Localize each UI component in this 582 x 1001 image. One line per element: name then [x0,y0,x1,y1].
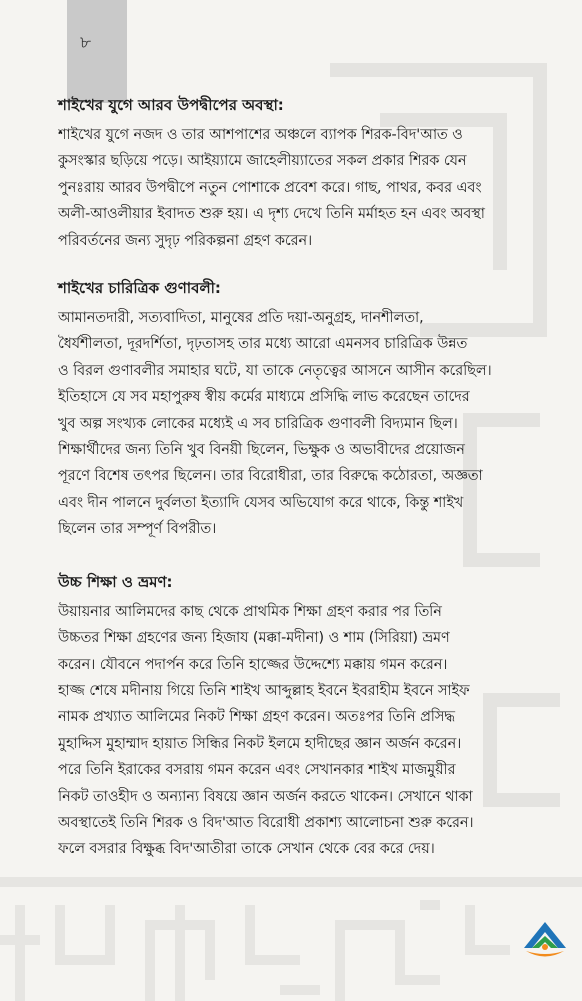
text-line: মুহাদ্দিস মুহাম্মাদ হায়াত সিন্ধির নিকট ইলমে হাদীছের জ্ঞান অর্জন করেন। [58,735,462,752]
section-character-traits [58,275,556,543]
text-line: আমানতদারী, সত্যবাদিতা, মানুষের প্রতি দয়া-অনুগ্রহ, দানশীলতা, [58,310,424,327]
text-line: খুব অল্প সংখ্যক লোকের মধ্যেই এ সব চারিত্রিক গুণাবলী বিদ্যমান ছিল। [58,415,458,432]
text-line: উচ্চতর শিক্ষা গ্রহণের জন্য হিজায (মক্কা-মদীনা) ও শাম (সিরিয়া) ভ্রমণ [58,630,450,647]
text-line: ইতিহাসে যে সব মহাপুরুষ স্বীয় কর্মের মাধ্যমে প্রসিদ্ধি লাভ করেছেন তাদের [58,389,470,406]
paragraph [58,122,556,254]
text-line: পরিবর্তনের জন্য সুদৃঢ় পরিকল্পনা গ্রহণ করেন। [58,232,313,249]
text-line: ধৈর্যশীলতা, দূরদর্শিতা, দৃঢ়তাসহ তার মধ্যে আরো এমনসব চারিত্রিক উন্নত [58,336,468,353]
section-heading: শাইখের যুগে আরব উপদ্বীপের অবস্থা: [58,96,284,114]
section-arab-peninsula [58,92,556,254]
text-line: শাইখের যুগে নজদ ও তার আশপাশের অঞ্চলে ব্যাপক শিরক-বিদ'আত ও [58,127,463,143]
text-line: হাজ্জ শেষে মদীনায় গিয়ে তিনি শাইখ আব্দুল্লাহ ইবনে ইবরাহীম ইবনে সাইফ [58,682,470,699]
paragraph [58,599,556,863]
text-line: কুসংস্কার ছড়িয়ে পড়ে। আইয়্যামে জাহেলীয়্যাতের সকল প্রকার শিরক যেন [58,153,467,170]
text-line: অলী-আওলীয়ার ইবাদত শুরু হয়। এ দৃশ্য দেখে তিনি মর্মাহত হন এবং অবস্থা [58,206,485,223]
text-line: পরে তিনি ইরাকের বসরায় গমন করেন এবং সেখানকার শাইখ মাজমুয়ীর [58,762,456,779]
text-line: করেন। যৌবনে পদার্পন করে তিনি হাজ্জের উদ্দেশ্যে মক্কায় গমন করেন। [58,656,448,673]
text-line: নিকট তাওহীদ ও অন্যান্য বিষয়ে জ্ঞান অর্জন করতে থাকেন। সেখানে থাকা [58,788,473,805]
text-line: নামক প্রখ্যাত আলিমের নিকট শিক্ষা গ্রহণ করেন। অতঃপর তিনি প্রসিদ্ধ [58,709,455,726]
page-number: ৮ [80,33,92,53]
text-line: শিক্ষার্থীদের জন্য তিনি খুব বিনয়ী ছিলেন, ভিক্ষুক ও অভাবীদের প্রয়োজন [58,442,465,459]
page-body [58,92,556,863]
section-heading: উচ্চ শিক্ষা ও ভ্রমণ: [58,572,173,591]
page-number-tab [67,0,127,103]
text-line: ও বিরল গুণাবলীর সমাহার ঘটে, যা তাকে নেতৃত্বের আসনে আসীন করেছিল। [58,362,492,379]
text-line: ফলে বসরার বিক্ষুব্ধ বিদ'আতীরা তাকে সেখান থেকে বের করে দেয়। [58,841,435,858]
text-line: অবস্থাতেই তিনি শিরক ও বিদ'আত বিরোধী প্রকাশ্য আলোচনা শুরু করেন। [58,814,474,831]
section-higher-education [58,569,556,863]
text-line: এবং দীন পালনে দুর্বলতা ইত্যাদি যেসব অভিযোগ করে থাকে, কিন্তু শাইখ [58,494,464,511]
text-line: ছিলেন তার সম্পূর্ণ বিপরীত। [58,521,217,538]
text-line: উয়ায়নার আলিমদের কাছ থেকে প্রাথমিক শিক্ষা গ্রহণ করার পর তিনি [58,603,442,620]
publisher-logo-icon [520,918,570,963]
text-line: পুনঃরায় আরব উপদ্বীপে নতুন পোশাকে প্রবেশ করে। গাছ, পাথর, কবর এবং [58,179,482,196]
paragraph [58,305,556,543]
section-heading: শাইখের চারিত্রিক গুণাবলী: [58,279,221,298]
text-line: পূরণে বিশেষ তৎপর ছিলেন। তার বিরোধীরা, তার বিরুদ্ধে কঠোরতা, অজ্ঞতা [58,468,483,485]
